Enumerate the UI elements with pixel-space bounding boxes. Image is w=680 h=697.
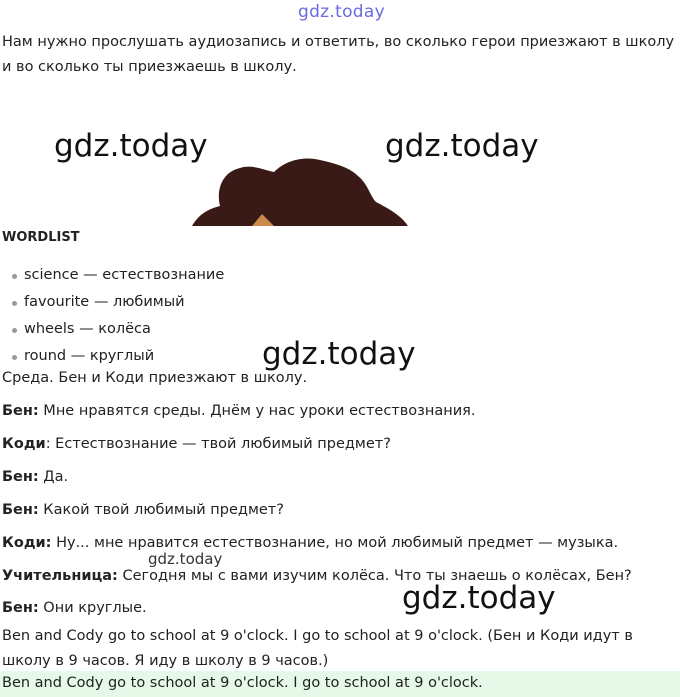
speaker: Бен: [2,403,39,419]
watermark: gdz.today [402,580,556,616]
dialogue-line [2,535,618,551]
line-text: Они круглые. [38,600,147,616]
speaker: Бен: [2,600,39,616]
dialogue-line [2,436,391,452]
speaker: Учительница: [2,568,118,584]
line-text: Мне нравятся среды. Днём у нас уроки естествознания. [38,403,476,419]
highlighted-answer-box [0,671,680,697]
illustration-hair [190,150,410,226]
list-item: science — естествознание [12,262,224,289]
speaker: Бен: [2,502,39,518]
line-text: Ну... мне нравится естествознание, но мой любимый предмет — музыка. [51,535,619,551]
hair-shape [192,159,408,227]
watermark: gdz.today [54,128,208,164]
speaker: Бен: [2,469,39,485]
list-item: favourite — любимый [12,289,224,316]
line-text: Какой твой любимый предмет? [38,502,284,518]
wordlist [12,262,224,370]
watermark: gdz.today [385,128,539,164]
dialogue-line [2,403,475,419]
watermark: gdz.today [262,336,416,372]
line-text: Да. [38,469,69,485]
dialogue-line [2,600,147,616]
list-item: wheels — колёса [12,316,224,343]
wordlist-title: WORDLIST [2,230,80,245]
watermark-top: gdz.today [298,2,385,22]
line-text: : Естествознание — твой любимый предмет? [45,436,391,452]
speaker: Коди: [2,535,52,551]
line-text: Сегодня мы с вами изучим колёса. Что ты знаешь о колёсах, Бен? [117,568,632,584]
dialogue-line [2,502,284,518]
task-instruction: Нам нужно прослушать аудиозапись и ответить, во сколько герои приезжают в школу и во сколько ты приезжаешь в школу. [2,34,675,75]
english-answer: Ben and Cody go to school at 9 o'clock. I go to school at 9 o'clock. (Бен и Коди идут в школу в 9 часов. Я иду в школу в 9 часов.) [2,628,633,669]
list-item: round — круглый [12,343,224,370]
dialogue-intro: Среда. Бен и Коди приезжают в школу. [2,370,308,386]
speaker: Коди [2,436,46,452]
highlighted-answer: Ben and Cody go to school at 9 o'clock. I go to school at 9 o'clock. [2,675,483,691]
watermark: gdz.today [148,550,223,568]
dialogue-line [2,469,68,485]
